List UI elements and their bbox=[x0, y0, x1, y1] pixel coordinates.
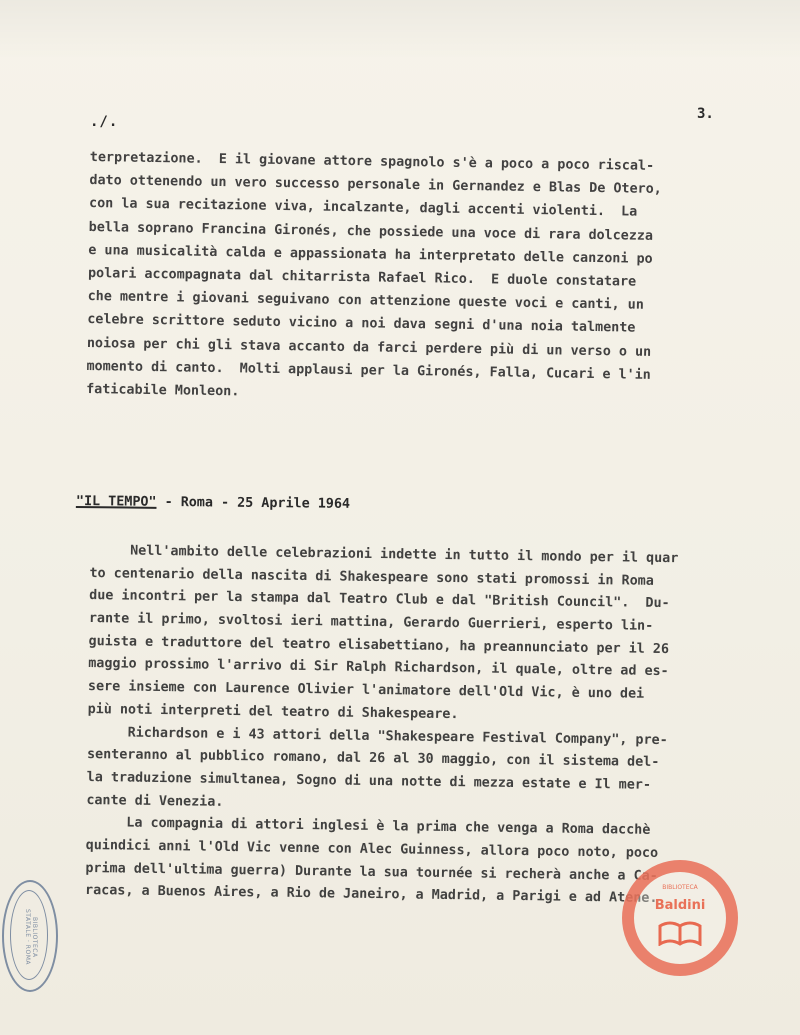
text-line: cante di Venezia. bbox=[86, 792, 224, 810]
text-line: to centenario della nascita di Shakespeare sono stati promossi in Roma bbox=[89, 565, 654, 589]
source-heading bbox=[76, 494, 350, 512]
text-line: noiosa per chi gli stava accanto da farci perdere più di un verso o un bbox=[86, 335, 652, 360]
text-line: maggio prossimo l'arrivo di Sir Ralph Richardson, il quale, oltre ad es- bbox=[88, 656, 669, 680]
logo-small-text: BIBLIOTECA bbox=[662, 884, 698, 891]
text-line: la traduzione simultanea, Sogno di una notte di mezza estate e Il mer- bbox=[86, 769, 652, 793]
text-line: Richardson e i 43 attori della "Shakespeare Festival Company", pre- bbox=[87, 724, 668, 748]
text-line: rante il primo, svoltosi ieri mattina, Gerardo Guerrieri, esperto lin- bbox=[88, 611, 654, 634]
text-line: più noti interpreti del teatro di Shakespeare. bbox=[87, 701, 459, 722]
text-line: momento di canto. Molti applausi per la Gironés, Falla, Cucari e l'in bbox=[86, 358, 651, 383]
baldini-logo bbox=[622, 860, 738, 976]
page-number: 3. bbox=[697, 106, 714, 122]
source-date: - Roma - 25 Aprile 1964 bbox=[156, 494, 351, 512]
library-stamp bbox=[2, 880, 58, 992]
text-line: e una musicalità calda e appassionata ha interpretato delle canzoni po bbox=[88, 242, 653, 267]
text-line: Nell'ambito delle celebrazioni indette in tutto il mondo per il quar bbox=[89, 542, 679, 567]
text-line: con la sua recitazione viva, incalzante, dagli accenti violenti. La bbox=[88, 196, 638, 220]
text-line: guista e traduttore del teatro elisabettiano, ha preannunciato per il 26 bbox=[88, 633, 670, 657]
text-line: due incontri per la stampa dal Teatro Club e dal "British Council". Du- bbox=[89, 588, 670, 612]
logo-text: Baldini bbox=[654, 898, 706, 913]
text-line: sere insieme con Laurence Olivier l'animatore dell'Old Vic, è uno dei bbox=[87, 679, 645, 702]
book-icon bbox=[658, 920, 702, 946]
text-line: senteranno al pubblico romano, dal 26 al 30 maggio, con il sistema del- bbox=[86, 747, 660, 771]
text-line: dato ottenendo un vero successo personale in Gernandez e Blas De Otero, bbox=[89, 173, 662, 198]
paragraph-1 bbox=[86, 146, 790, 412]
text-line: terpretazione. E il giovane attore spagnolo s'è a poco a poco riscal- bbox=[89, 149, 655, 174]
text-line: bella soprano Francina Gironés, che possiede una voce di rara dolcezza bbox=[88, 219, 654, 244]
text-line: celebre scrittore seduto vicino a noi dava segni d'una noia talmente bbox=[87, 312, 636, 336]
paragraph-2 bbox=[85, 540, 790, 913]
text-line: polari accompagnata dal chitarrista Rafael Rico. E duole constatare bbox=[87, 265, 637, 290]
text-line: che mentre i giovani seguivano con attenzione queste voci e canti, un bbox=[87, 289, 644, 313]
text-line: racas, a Buenos Aires, a Rio de Janeiro, a Madrid, a Parigi e ad Atene. bbox=[84, 883, 658, 907]
text-line: faticabile Monleon. bbox=[86, 381, 240, 400]
paper-fold-shadow bbox=[0, 0, 800, 60]
text-line: La compagnia di attori inglesi è la prima che venga a Roma dacchè bbox=[85, 815, 651, 839]
text-line: prima dell'ultima guerra) Durante la sua tournée si recherà anche a Ca- bbox=[85, 860, 658, 884]
newspaper-name: "IL TEMPO" bbox=[75, 494, 157, 510]
stamp-text: BIBLIOTECA STATALE · ROMA bbox=[24, 909, 38, 965]
text-line: quindici anni l'Old Vic venne con Alec Guinness, allora poco noto, poco bbox=[85, 837, 659, 861]
continuation-mark: ./. bbox=[90, 114, 119, 130]
